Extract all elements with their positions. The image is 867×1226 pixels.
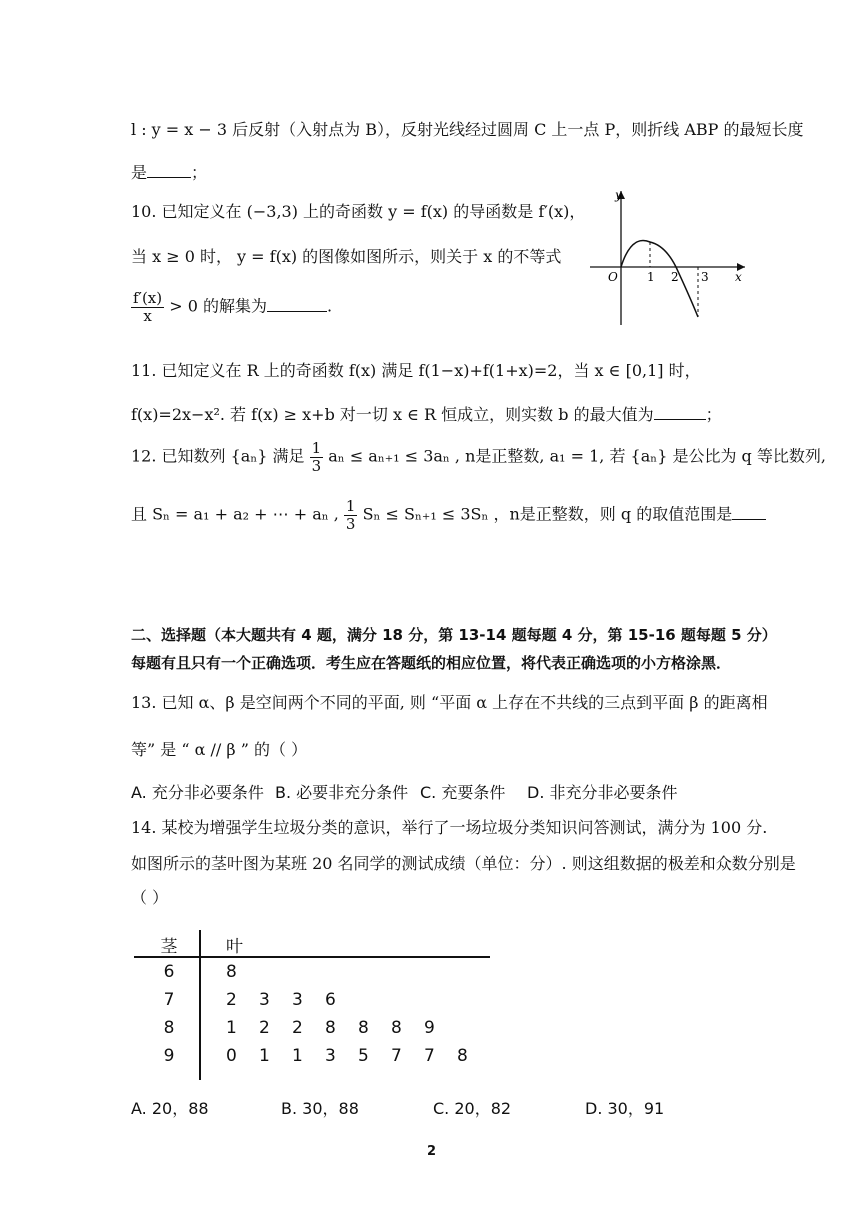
stem-header: 茎	[160, 936, 178, 957]
q12-line1-prefix: 12. 已知数列 {aₙ} 满足	[131, 446, 305, 466]
origin-label: O	[608, 270, 618, 284]
leaf: 2	[259, 1018, 270, 1038]
q11-line1: 11. 已知定义在 R 上的奇函数 f(x) 满足 f(1−x)+f(1+x)=2，当 x ∈ [0,1] 时，	[131, 361, 701, 380]
leaf: 3	[259, 990, 270, 1010]
q12-fraction-1	[310, 440, 324, 474]
leaf: 1	[226, 1018, 237, 1038]
answer-blank	[654, 405, 706, 420]
q9-line1: l : y = x − 3 后反射（入射点为 B），反射光线经过圆周 C 上一点 P，则折线 ABP 的最短长度	[131, 120, 804, 139]
q11-line2-suffix: ；	[705, 405, 722, 424]
q14-option-d: D. 30，91	[585, 1099, 665, 1118]
answer-blank	[267, 297, 327, 312]
leaf: 2	[292, 1018, 303, 1038]
q14-option-b: B. 30，88	[281, 1099, 359, 1118]
q12-line1	[131, 440, 826, 474]
tick-label-2: 2	[671, 270, 679, 284]
leaf: 9	[424, 1018, 435, 1038]
fraction-denominator: 3	[345, 514, 356, 533]
leaf: 2	[226, 990, 237, 1010]
q10-line3-end: .	[326, 296, 333, 316]
tick-label-3: 3	[701, 270, 709, 284]
q12-line1-suffix: aₙ ≤ aₙ₊₁ ≤ 3aₙ , n是正整数, a₁ = 1, 若 {aₙ} 是公比为 q 等比数列,	[328, 446, 826, 466]
q9-line2-prefix: 是	[131, 163, 148, 182]
q13-line2: 等” 是 “ α // β ” 的（ ）	[131, 740, 308, 759]
leaf-values	[204, 1014, 490, 1042]
q10-fraction-denominator: x	[143, 306, 152, 325]
leaf-header: 叶	[226, 936, 243, 957]
q13-option-d: D. 非充分非必要条件	[527, 783, 678, 802]
q10-line3	[131, 290, 332, 324]
q13-option-c: C. 充要条件	[420, 783, 506, 802]
leaf: 3	[325, 1046, 336, 1066]
q9-line2	[131, 160, 207, 183]
q10-line1: 10. 已知定义在 (−3,3) 上的奇函数 y = f(x) 的导函数是 f′(x)，	[131, 202, 586, 221]
leaf-values	[204, 986, 490, 1014]
leaf: 8	[391, 1018, 402, 1038]
leaf: 8	[325, 1018, 336, 1038]
leaf: 0	[226, 1046, 237, 1066]
q12-line2-suffix: Sₙ ≤ Sₙ₊₁ ≤ 3Sₙ ，n是正整数，则 q 的取值范围是	[362, 504, 733, 524]
header-rule	[134, 956, 490, 958]
section-instruction: 每题有且只有一个正确选项．考生应在答题纸的相应位置，将代表正确选项的小方格涂黑．	[131, 654, 732, 672]
stem-leaf-table	[134, 930, 490, 1070]
stem-value: 8	[163, 1018, 175, 1038]
q10-line3-suffix: > 0 的解集为	[169, 296, 267, 316]
stem-leaf-plot	[134, 930, 490, 1070]
q11-line2-prefix: f(x)=2x−x². 若 f(x) ≥ x+b 对一切 x ∈ R 恒成立，则实数 b 的最大值为	[131, 405, 654, 424]
leaf: 8	[358, 1018, 369, 1038]
leaf: 7	[391, 1046, 402, 1066]
stem-value: 7	[163, 990, 175, 1010]
leaf: 1	[259, 1046, 270, 1066]
function-graph	[585, 185, 755, 335]
q13-option-a: A. 充分非必要条件	[131, 783, 264, 802]
tick-label-1: 1	[647, 270, 655, 284]
q10-fraction	[131, 290, 164, 324]
leaf: 5	[358, 1046, 369, 1066]
leaf: 8	[226, 962, 237, 982]
q14-line2: 如图所示的茎叶图为某班 20 名同学的测试成绩（单位：分）. 则这组数据的极差和众数分别是	[131, 854, 796, 873]
leaf: 7	[424, 1046, 435, 1066]
y-axis-label: y	[615, 188, 622, 202]
answer-blank	[732, 505, 766, 520]
stem-leaf-header-row	[134, 930, 490, 958]
page-number: 2	[427, 1144, 437, 1159]
stem-leaf-row	[134, 986, 490, 1014]
leaf: 8	[457, 1046, 468, 1066]
fraction-denominator: 3	[311, 456, 322, 475]
q14-option-a: A. 20，88	[131, 1099, 209, 1118]
section-heading: 二、选择题（本大题共有 4 题，满分 18 分，第 13-14 题每题 4 分，第 15-16 题每题 5 分）	[131, 626, 777, 644]
q10-line2: 当 x ≥ 0 时， y = f(x) 的图像如图所示，则关于 x 的不等式	[131, 247, 562, 266]
leaf: 6	[325, 990, 336, 1010]
q13-line1: 13. 已知 α、β 是空间两个不同的平面, 则 “平面 α 上存在不共线的三点到平面 β 的距离相	[131, 693, 768, 712]
fraction-numerator: 1	[345, 497, 356, 515]
stem-value: 9	[163, 1046, 175, 1066]
q14-line1: 14. 某校为增强学生垃圾分类的意识，举行了一场垃圾分类知识问答测试，满分为 100 分.	[131, 818, 768, 837]
q12-line2-prefix: 且 Sₙ = a₁ + a₂ + ⋯ + aₙ ,	[131, 504, 339, 524]
q12-line2	[131, 498, 766, 532]
leaf-values	[204, 1042, 490, 1070]
q12-fraction-2	[344, 498, 358, 532]
stem-leaf-row	[134, 958, 490, 986]
stem-leaf-row	[134, 1042, 490, 1070]
q10-fraction-numerator: f′(x)	[133, 289, 163, 307]
leaf-values	[204, 958, 490, 986]
leaf: 3	[292, 990, 303, 1010]
leaf: 1	[292, 1046, 303, 1066]
q11-line2	[131, 402, 722, 425]
fraction-numerator: 1	[311, 439, 322, 457]
answer-blank	[147, 163, 191, 178]
q13-option-b: B. 必要非充分条件	[275, 783, 409, 802]
q9-line2-suffix: ；	[191, 163, 208, 182]
x-axis-label: x	[735, 270, 742, 284]
q14-option-c: C. 20，82	[433, 1099, 512, 1118]
stem-leaf-row	[134, 1014, 490, 1042]
stem-value: 6	[163, 962, 175, 982]
function-curve	[621, 240, 698, 317]
stem-divider	[199, 930, 201, 1080]
q14-line3: （ ）	[131, 888, 169, 907]
